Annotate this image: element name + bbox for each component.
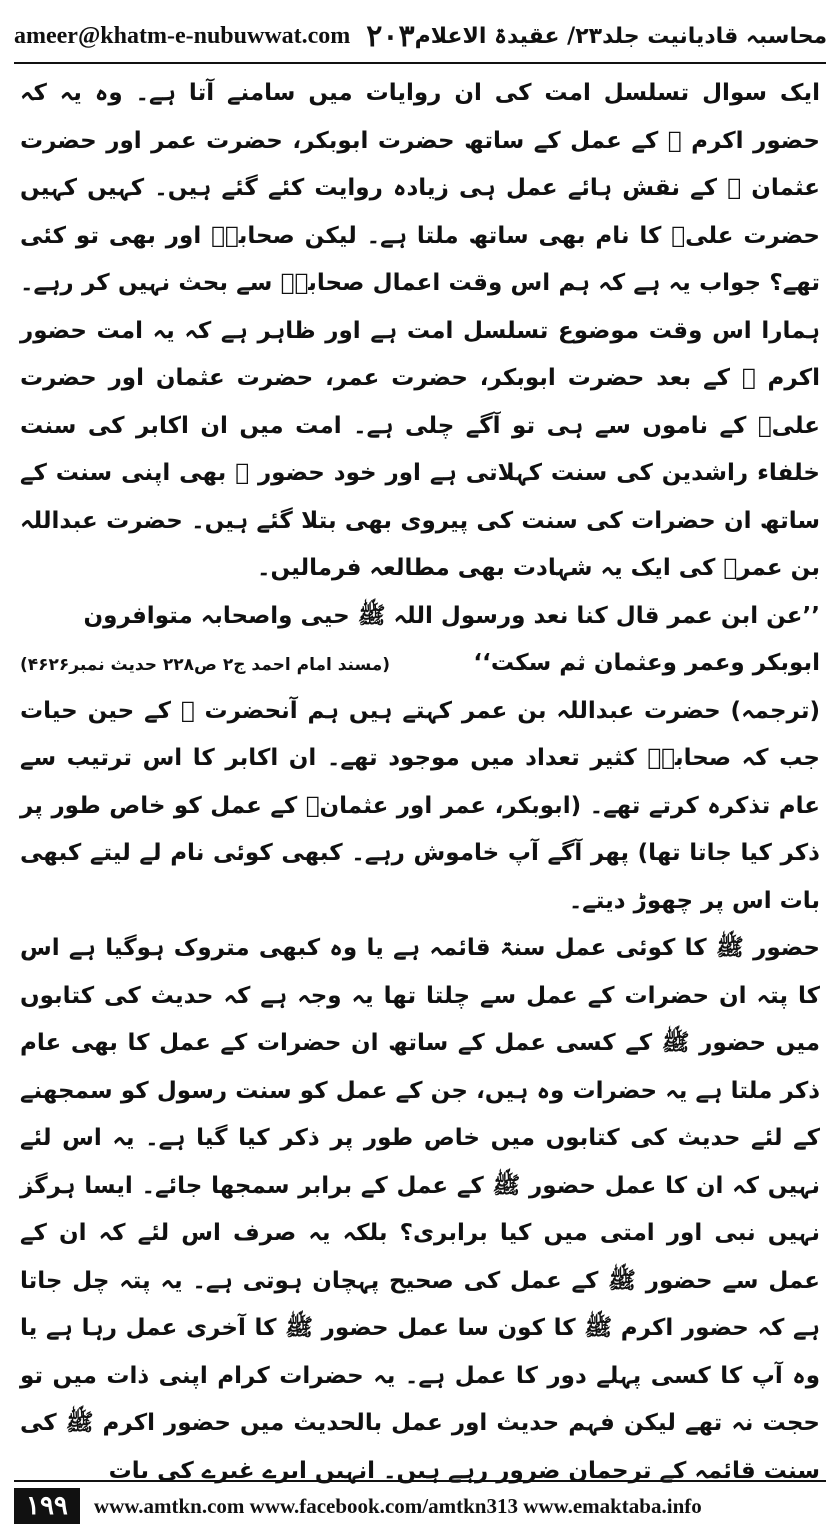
hadith-reference: (مسند امام احمد ج۲ ص۲۲۸ حدیث نمبر۴۶۲۶): [20, 655, 391, 675]
arabic-quote: [20, 593, 820, 688]
page-header: [14, 14, 826, 58]
arabic-quote-line-2: ابوبکر وعمر وعثمان ثم سکت‘‘: [473, 650, 820, 676]
arabic-quote-line-1: ’’عن ابن عمر قال کنا نعد ورسول اللہ ﷺ حیی واصحابہ متوافرون: [83, 602, 820, 629]
paragraph-3: حضور ﷺ کا کوئی عمل سنۃ قائمہ ہے یا وہ کبھی متروک ہوگیا ہے اس کا پتہ ان حضرات کے عمل سے چلتا تھا یہ وجہ ہے کہ حدیث کی کتابوں میں حضور ﷺ کے کسی عمل کے ساتھ ان حضرات کے عمل کا بھی عام ذکر ملتا ہے یہ حضرات وہ ہیں، جن کے عمل کو سنت رسول کو سمجھنے کے لئے حدیث کی کتابوں میں خاص طور پر ذکر کیا گیا ہے۔ یہ اس لئے نہیں کہ ان کا عمل حضور ﷺ کے عمل کے برابر سمجھا جائے۔ ایسا ہرگز نہیں نبی اور امتی میں کیا برابری؟ بلکہ یہ صرف اس لئے کہ ان کے عمل سے حضور ﷺ کے عمل کی صحیح پہچان ہوتی ہے۔ یہ پتہ چل جاتا ہے کہ حضور اکرم ﷺ کا کون سا عمل حضور ﷺ کا آخری عمل رہا ہے یا وہ آپ کا کسی پہلے دور کا عمل ہے۔ یہ حضرات کرام اپنی ذات میں تو حجت نہ تھے لیکن فہم حدیث اور عمل بالحدیث میں حضور اکرم ﷺ کی سنت قائمہ کے ترجمان ضرور رہے ہیں۔ انہیں ایرے غیرے کی بات: [20, 935, 820, 1484]
header-book-title: محاسبہ قادیانیت جلد۲۳/ عقیدۃ الاعلام: [414, 23, 828, 49]
page-footer: [14, 1480, 826, 1530]
header-email: ameer@khatm-e-nubuwwat.com: [14, 22, 351, 49]
header-divider: [14, 62, 826, 64]
page-body: [20, 70, 820, 1484]
footer-website-links: www.amtkn.com www.facebook.com/amtkn313 www.emaktaba.info: [93, 1493, 702, 1518]
header-page-number: ۲۰۳: [366, 18, 415, 54]
footer-page-number: ۱۹۹: [14, 1488, 80, 1524]
paragraph-1: ایک سوال تسلسل امت کی ان روایات میں سامنے آتا ہے۔ وہ یہ کہ حضور اکرم ﷺ کے عمل کے ساتھ حضرت ابوبکر، حضرت عمر اور حضرت عثمان ؓ کے نقش ہائے عمل ہی زیادہ روایت کئے گئے ہیں۔ کہیں کہیں حضرت علیؓ کا نام بھی ساتھ ملتا ہے۔ لیکن صحابہؓ اور بھی تو کئی تھے؟ جواب یہ ہے کہ ہم اس وقت اعمال صحابہؓ سے بحث نہیں کر رہے۔ ہمارا اس وقت موضوع تسلسل امت ہے اور ظاہر ہے کہ یہ امت حضور اکرم ﷺ کے بعد حضرت ابوبکر، حضرت عمر، حضرت عثمان اور حضرت علیؓ کے ناموں سے ہی تو آگے چلی ہے۔ امت میں ان اکابر کی سنت خلفاء راشدین کی سنت کہلاتی ہے اور خود حضور ﷺ بھی اپنی سنت کے ساتھ ان حضرات کی سنت کی پیروی بھی بتلا گئے ہیں۔ حضرت عبداللہ بن عمرؓ کی ایک یہ شہادت بھی مطالعہ فرمالیں۔: [20, 80, 820, 581]
paragraph-2: (ترجمہ) حضرت عبداللہ بن عمر کہتے ہیں ہم آنحضرت ﷺ کے حین حیات جب کہ صحابہؓ کثیر تعداد میں موجود تھے۔ ان اکابر کا اس ترتیب سے عام تذکرہ کرتے تھے۔ (ابوبکر، عمر اور عثمانؓ کے عمل کو خاص طور پر ذکر کیا جاتا تھا) پھر آگے آپ خاموش رہے۔ کبھی کوئی نام لے لیتے کبھی بات اس پر چھوڑ دیتے۔: [20, 697, 820, 914]
